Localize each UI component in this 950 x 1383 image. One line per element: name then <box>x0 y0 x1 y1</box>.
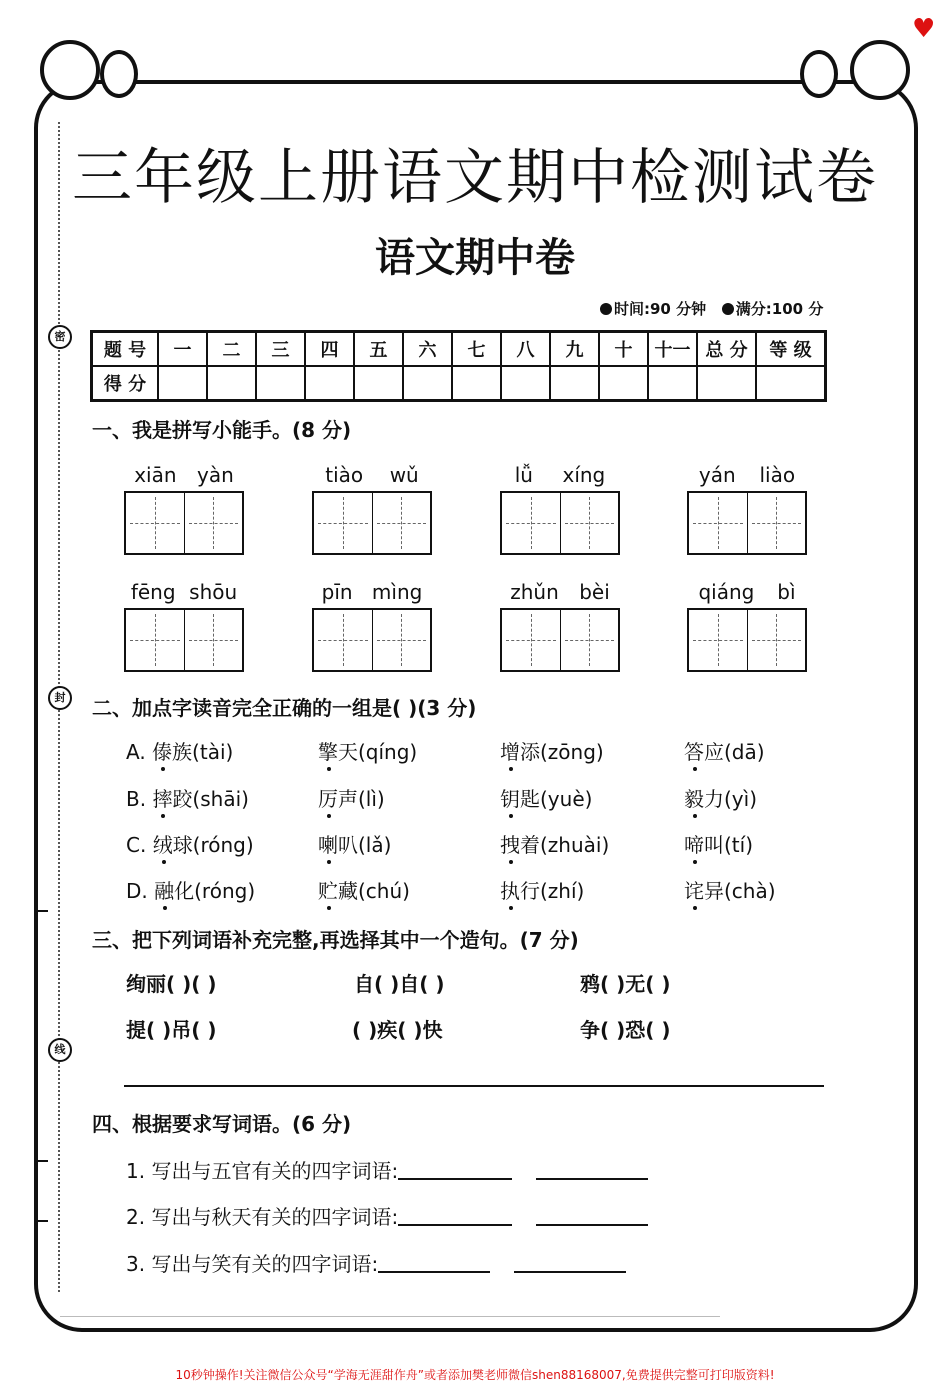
pinyin-group <box>312 463 432 555</box>
score-header-cell: 八 <box>501 332 550 367</box>
idiom-fill-item[interactable]: 绚丽( )( ) <box>126 972 217 996</box>
score-cell[interactable] <box>256 366 305 401</box>
option-item: 增添(zōng) <box>500 740 604 764</box>
frame-ornament-left-inner <box>100 50 138 98</box>
frame-ornament-left <box>40 40 100 100</box>
pinyin-label: shōu <box>189 580 238 604</box>
binding-seal-xian: 线 <box>48 1038 72 1062</box>
score-cell[interactable] <box>501 366 550 401</box>
pinyin-label: xíng <box>562 463 606 487</box>
score-cell[interactable] <box>305 366 354 401</box>
bottom-divider <box>60 1316 720 1317</box>
writing-cell[interactable] <box>561 610 619 670</box>
pinyin-label: qiáng <box>698 580 755 604</box>
option-item: 拽着(zhuài) <box>500 833 610 857</box>
exam-score: 满分:100 分 <box>735 300 824 318</box>
option-item: 诧异(chà) <box>684 879 776 903</box>
score-header-cell: 七 <box>452 332 501 367</box>
pinyin-label: pīn <box>321 580 353 604</box>
score-cell[interactable] <box>697 366 756 401</box>
pinyin-label: mìng <box>371 580 423 604</box>
answer-blank[interactable] <box>378 1253 490 1273</box>
pinyin-group <box>500 580 620 672</box>
idiom-fill-item[interactable]: 鸦( )无( ) <box>580 972 671 996</box>
option-item: 啼叫(tí) <box>684 833 754 857</box>
pinyin-label: bèi <box>579 580 610 604</box>
pinyin-group <box>312 580 432 672</box>
score-header-cell: 六 <box>403 332 452 367</box>
score-header-cell: 二 <box>207 332 256 367</box>
score-cell[interactable] <box>648 366 697 401</box>
pinyin-group <box>124 580 244 672</box>
writing-cell[interactable] <box>185 493 243 553</box>
word-question-text: 1. 写出与五官有关的四字词语: <box>126 1159 399 1183</box>
option-item: D. 融化(róng) <box>126 879 256 903</box>
score-header-cell: 四 <box>305 332 354 367</box>
pinyin-label: tiào <box>325 463 364 487</box>
writing-cell[interactable] <box>561 493 619 553</box>
score-cell[interactable] <box>452 366 501 401</box>
score-cell[interactable] <box>550 366 599 401</box>
section3-title: 三、把下列词语补充完整,再选择其中一个造句。(7 分) <box>92 928 579 952</box>
score-header-cell: 等 级 <box>756 332 826 367</box>
writing-cell[interactable] <box>185 610 243 670</box>
page-title: 三年级上册语文期中检测试卷 <box>72 143 878 213</box>
section4-title: 四、根据要求写词语。(6 分) <box>92 1112 352 1136</box>
frame-ornament-right-inner <box>800 50 838 98</box>
option-item: 厉声(lì) <box>318 787 385 811</box>
idiom-fill-item[interactable]: 争( )恐( ) <box>580 1018 671 1042</box>
answer-blank[interactable] <box>514 1253 626 1273</box>
score-header-cell: 十 <box>599 332 648 367</box>
writing-cell[interactable] <box>126 610 185 670</box>
page-subtitle: 语文期中卷 <box>375 234 575 281</box>
writing-cell[interactable] <box>373 610 431 670</box>
answer-blank[interactable] <box>398 1160 512 1180</box>
section1-title: 一、我是拼写小能手。(8 分) <box>92 418 352 442</box>
score-cell[interactable] <box>354 366 403 401</box>
writing-cell[interactable] <box>689 610 748 670</box>
pinyin-label: wǔ <box>389 463 419 487</box>
option-item: B. 摔跤(shāi) <box>126 787 249 811</box>
writing-cell[interactable] <box>748 493 806 553</box>
option-item: 贮藏(chú) <box>318 879 410 903</box>
score-header-cell: 三 <box>256 332 305 367</box>
section2-title: 二、加点字读音完全正确的一组是( )(3 分) <box>92 696 477 720</box>
check-icon <box>722 303 734 315</box>
score-header-cell: 五 <box>354 332 403 367</box>
score-cell[interactable] <box>599 366 648 401</box>
pinyin-label: yán <box>698 463 736 487</box>
pinyin-label: lǚ <box>514 463 533 487</box>
footer-note: 10秒钟操作!关注微信公众号“学海无涯甜作舟”或者添加樊老师微信shen88168007,免费提供完整可打印版资料! <box>175 1368 775 1382</box>
writing-cell[interactable] <box>314 610 373 670</box>
word-question <box>126 1248 626 1277</box>
option-item: A. 傣族(tài) <box>126 740 234 764</box>
exam-time: 时间:90 分钟 <box>614 300 707 318</box>
pinyin-label: xiān <box>134 463 177 487</box>
answer-blank[interactable] <box>536 1160 648 1180</box>
writing-cell[interactable] <box>126 493 185 553</box>
pinyin-label: yàn <box>196 463 234 487</box>
score-table <box>90 330 827 402</box>
option-item: 钥匙(yuè) <box>500 787 593 811</box>
score-header-cell: 一 <box>158 332 207 367</box>
score-row-label: 得 分 <box>92 366 159 401</box>
binding-tick <box>36 1160 48 1162</box>
pinyin-label: bì <box>777 580 796 604</box>
frame-ornament-right <box>850 40 910 100</box>
score-cell[interactable] <box>403 366 452 401</box>
score-header-cell: 总 分 <box>697 332 756 367</box>
pinyin-label: fēng <box>130 580 176 604</box>
binding-tick <box>36 1220 48 1222</box>
exam-meta <box>600 298 823 319</box>
clock-icon <box>600 303 612 315</box>
binding-tick <box>36 910 48 912</box>
word-question <box>126 1155 648 1184</box>
score-table-score-row <box>92 366 826 401</box>
writing-cell[interactable] <box>748 610 806 670</box>
writing-cell[interactable] <box>502 610 561 670</box>
answer-blank[interactable] <box>398 1206 512 1226</box>
binding-seal-mi: 密 <box>48 325 72 349</box>
writing-cell[interactable] <box>502 493 561 553</box>
pinyin-label: liào <box>759 463 796 487</box>
option-item: 执行(zhí) <box>500 879 585 903</box>
pinyin-group <box>500 463 620 555</box>
writing-cell[interactable] <box>314 493 373 553</box>
score-header-cell: 十一 <box>648 332 697 367</box>
writing-cell[interactable] <box>689 493 748 553</box>
option-item: 喇叭(lǎ) <box>318 833 392 857</box>
option-item: 答应(dā) <box>684 740 765 764</box>
option-item: 擎天(qíng) <box>318 740 418 764</box>
answer-blank[interactable] <box>536 1206 648 1226</box>
writing-cell[interactable] <box>373 493 431 553</box>
score-cell[interactable] <box>756 366 826 401</box>
option-item: 毅力(yì) <box>684 787 757 811</box>
option-item: C. 绒球(róng) <box>126 833 254 857</box>
word-question <box>126 1201 648 1230</box>
heart-icon: ♥ <box>912 14 936 44</box>
pinyin-group <box>687 463 807 555</box>
idiom-fill-item[interactable]: 自( )自( ) <box>354 972 445 996</box>
idiom-fill-item[interactable]: 提( )吊( ) <box>126 1018 217 1042</box>
sentence-answer-line[interactable] <box>124 1085 824 1087</box>
idiom-fill-item[interactable]: ( )疾( )快 <box>352 1018 443 1042</box>
pinyin-group <box>687 580 807 672</box>
pinyin-label: zhǔn <box>510 580 559 604</box>
pinyin-group <box>124 463 244 555</box>
score-header-cell: 题 号 <box>92 332 159 367</box>
score-cell[interactable] <box>158 366 207 401</box>
score-cell[interactable] <box>207 366 256 401</box>
score-header-cell: 九 <box>550 332 599 367</box>
word-question-text: 2. 写出与秋天有关的四字词语: <box>126 1205 399 1229</box>
word-question-text: 3. 写出与笑有关的四字词语: <box>126 1252 379 1276</box>
score-table-header-row <box>92 332 826 367</box>
binding-seal-feng: 封 <box>48 686 72 710</box>
